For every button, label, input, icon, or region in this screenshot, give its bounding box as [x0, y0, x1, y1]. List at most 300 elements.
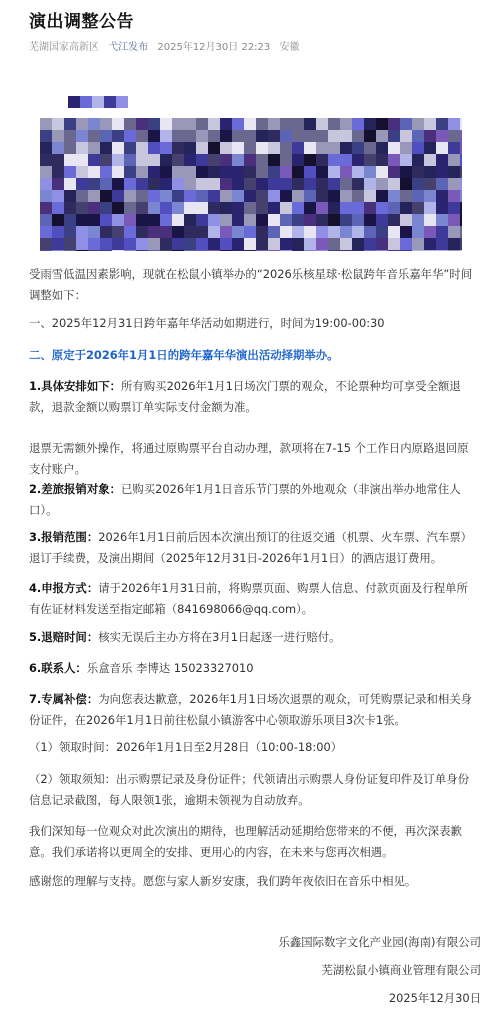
mosaic-tile [160, 190, 172, 202]
mosaic-tile [388, 238, 400, 250]
mosaic-tile [244, 190, 256, 202]
mosaic-tile [88, 130, 100, 142]
mosaic-tile [52, 154, 64, 166]
paragraph-compensation-time [29, 627, 477, 648]
mosaic-tile [172, 250, 184, 251]
mosaic-tile [316, 154, 328, 166]
mosaic-tile [40, 214, 52, 226]
mosaic-tile [136, 250, 148, 251]
mosaic-tile [352, 226, 364, 238]
mosaic-tile [244, 118, 256, 130]
mosaic-tile [436, 238, 448, 250]
mosaic-tile [220, 130, 232, 142]
mosaic-tile [208, 142, 220, 154]
mosaic-tile [376, 202, 388, 214]
mosaic-tile [304, 166, 316, 178]
mosaic-tile [112, 154, 124, 166]
mosaic-tile [304, 190, 316, 202]
mosaic-tile [364, 226, 376, 238]
mosaic-tile [448, 202, 460, 214]
mosaic-tile [232, 142, 244, 154]
mosaic-tile [436, 178, 448, 190]
mosaic-tile [412, 202, 424, 214]
mosaic-tile [160, 202, 172, 214]
contact-text: 乐盒音乐 李博达 15023327010 [86, 661, 254, 675]
mosaic-tile [316, 190, 328, 202]
mosaic-tile [64, 226, 76, 238]
mosaic-tile [124, 118, 136, 130]
mosaic-tile [400, 250, 412, 251]
mosaic-tile [184, 202, 196, 214]
mosaic-tile [280, 142, 292, 154]
mosaic-tile [112, 118, 124, 130]
mosaic-tile [316, 142, 328, 154]
mosaic-tile [280, 118, 292, 130]
mosaic-tile [448, 118, 460, 130]
mosaic-tile [52, 118, 64, 130]
mosaic-tile [220, 166, 232, 178]
mosaic-tile [88, 154, 100, 166]
mosaic-tile [328, 250, 340, 251]
mosaic-tile [376, 130, 388, 142]
mosaic-tile [460, 226, 462, 238]
mosaic-tile [376, 178, 388, 190]
mosaic-tile [88, 142, 100, 154]
mosaic-tile [80, 96, 92, 108]
mosaic-tile [268, 226, 280, 238]
mosaic-tile [376, 250, 388, 251]
mosaic-tile [52, 238, 64, 250]
mosaic-tile [328, 142, 340, 154]
arrangement-label: 1.具体安排如下： [29, 379, 121, 393]
mosaic-tile [364, 202, 376, 214]
mosaic-tile [292, 202, 304, 214]
mosaic-tile [100, 226, 112, 238]
mosaic-tile [136, 190, 148, 202]
mosaic-tile [400, 226, 412, 238]
mosaic-tile [100, 142, 112, 154]
mosaic-tile [232, 238, 244, 250]
mosaic-tile [424, 142, 436, 154]
mosaic-tile [448, 226, 460, 238]
mosaic-tile [340, 166, 352, 178]
mosaic-tile [172, 178, 184, 190]
application-label: 4.申报方式： [29, 581, 99, 595]
mosaic-tile [232, 178, 244, 190]
mosaic-tile [172, 238, 184, 250]
mosaic-tile [292, 250, 304, 251]
special-compensation-text: 为向您表达歉意，2026年1月1日场次退票的观众，可凭购票记录和相关身份证件，在2026年1月1日前往松鼠小镇游客中心领取游乐项目3次卡1张。 [29, 692, 473, 727]
mosaic-tile [244, 130, 256, 142]
mosaic-tile [88, 214, 100, 226]
mosaic-tile [76, 226, 88, 238]
mosaic-tile [136, 178, 148, 190]
mosaic-tile [232, 202, 244, 214]
arrangement-text: 所有购买2026年1月1日场次门票的观众，不论票种均可享受全额退款，退款金额以购票订单实际支付金额为准。 [29, 379, 461, 414]
mosaic-tile [196, 238, 208, 250]
mosaic-tile [412, 226, 424, 238]
mosaic-tile [256, 238, 268, 250]
mosaic-tile [304, 238, 316, 250]
mosaic-tile [328, 190, 340, 202]
mosaic-tile [460, 118, 462, 130]
mosaic-tile [292, 214, 304, 226]
mosaic-tile [328, 154, 340, 166]
mosaic-tile [364, 214, 376, 226]
mosaic-tile [400, 202, 412, 214]
mosaic-tile [328, 226, 340, 238]
mosaic-tile [40, 130, 52, 142]
mosaic-tile [280, 226, 292, 238]
article-title: 演出调整公告 [29, 12, 134, 32]
mosaic-tile [460, 202, 462, 214]
mosaic-tile [52, 142, 64, 154]
mosaic-tile [328, 202, 340, 214]
mosaic-tile [448, 214, 460, 226]
mosaic-tile [64, 250, 76, 251]
mosaic-tile [136, 166, 148, 178]
mosaic-tile [388, 226, 400, 238]
mosaic-tile [388, 190, 400, 202]
mosaic-tile [292, 118, 304, 130]
mosaic-tile [328, 178, 340, 190]
mosaic-tile [112, 166, 124, 178]
mosaic-tile [436, 130, 448, 142]
mosaic-tile [460, 130, 462, 142]
mosaic-tile [124, 202, 136, 214]
mosaic-tile [196, 118, 208, 130]
mosaic-tile [100, 130, 112, 142]
mosaic-tile [172, 190, 184, 202]
pixelated-event-image [40, 118, 462, 251]
mosaic-tile [148, 226, 160, 238]
mosaic-tile [136, 226, 148, 238]
mosaic-tile [52, 226, 64, 238]
mosaic-tile [388, 130, 400, 142]
mosaic-tile [40, 226, 52, 238]
mosaic-tile [400, 190, 412, 202]
mosaic-tile [148, 118, 160, 130]
mosaic-tile [352, 190, 364, 202]
mosaic-tile [256, 214, 268, 226]
mosaic-tile [124, 190, 136, 202]
mosaic-tile [352, 118, 364, 130]
mosaic-tile [160, 238, 172, 250]
signature-date: 2025年12月30日 [388, 991, 481, 1005]
mosaic-tile [460, 178, 462, 190]
mosaic-tile [100, 202, 112, 214]
mosaic-tile [460, 154, 462, 166]
mosaic-tile [256, 142, 268, 154]
paragraph-pickup-notice: （2）领取须知：出示购票记录及身份证件；代领请出示购票人身份证复印件及订单身份信息记录截图，每人限领1张，逾期未领视为自动放弃。 [29, 772, 470, 807]
mosaic-tile [76, 190, 88, 202]
mosaic-tile [148, 214, 160, 226]
mosaic-tile [220, 154, 232, 166]
mosaic-tile [100, 250, 112, 251]
mosaic-tile [328, 130, 340, 142]
signature-org-one: 乐鑫国际数字文化产业园(海南)有限公司 [278, 935, 481, 949]
mosaic-tile [148, 250, 160, 251]
mosaic-tile [352, 166, 364, 178]
mosaic-tile [256, 130, 268, 142]
mosaic-tile [100, 214, 112, 226]
application-text: 请于2026年1月31日前，将购票页面、购票人信息、付款页面及行程单所有佐证材料发送至指定邮箱（841698066@qq.com）。 [29, 581, 468, 616]
mosaic-tile [148, 238, 160, 250]
mosaic-tile [364, 166, 376, 178]
mosaic-tile [52, 178, 64, 190]
paragraph-closing-apology: 我们深知每一位观众对此次演出的期待，也理解活动延期给您带来的不便，再次深表歉意。我们承诺将以更周全的安排、更用心的内容，在未来与您再次相遇。 [29, 824, 462, 859]
mosaic-tile [112, 130, 124, 142]
mosaic-tile [208, 178, 220, 190]
mosaic-tile [268, 214, 280, 226]
mosaic-tile [316, 166, 328, 178]
mosaic-tile [256, 166, 268, 178]
mosaic-tile [244, 226, 256, 238]
mosaic-tile [124, 166, 136, 178]
mosaic-tile [460, 166, 462, 178]
article-meta [29, 38, 305, 53]
mosaic-tile [268, 190, 280, 202]
mosaic-tile [220, 142, 232, 154]
mosaic-tile [40, 202, 52, 214]
mosaic-tile [52, 166, 64, 178]
contact-label: 6.联系人： [29, 661, 87, 675]
mosaic-tile [40, 238, 52, 250]
mosaic-tile [40, 190, 52, 202]
mosaic-tile [160, 118, 172, 130]
mosaic-tile [340, 238, 352, 250]
mosaic-tile [424, 130, 436, 142]
mosaic-tile [400, 214, 412, 226]
mosaic-tile [316, 238, 328, 250]
mosaic-tile [400, 130, 412, 142]
mosaic-tile [448, 250, 460, 251]
mosaic-tile [76, 202, 88, 214]
mosaic-tile [232, 166, 244, 178]
pixelated-image-top-strip [68, 96, 128, 108]
paragraph-arrangement [29, 376, 477, 417]
mosaic-tile [340, 130, 352, 142]
mosaic-tile [184, 190, 196, 202]
mosaic-tile [292, 130, 304, 142]
mosaic-tile [256, 190, 268, 202]
mosaic-tile [280, 178, 292, 190]
paragraph-refund-process: 退票无需额外操作，将通过原购票平台自动办理，款项将在7-15 个工作日内原路退回原支付账户。 [29, 441, 469, 476]
mosaic-tile [460, 142, 462, 154]
mosaic-tile [412, 130, 424, 142]
mosaic-tile [328, 118, 340, 130]
mosaic-tile [280, 154, 292, 166]
mosaic-tile [76, 250, 88, 251]
mosaic-tile [88, 178, 100, 190]
mosaic-tile [388, 214, 400, 226]
mosaic-tile [328, 214, 340, 226]
mosaic-tile [424, 226, 436, 238]
mosaic-tile [232, 154, 244, 166]
mosaic-tile [52, 214, 64, 226]
mosaic-tile [256, 154, 268, 166]
mosaic-tile [388, 166, 400, 178]
paragraph-closing-thanks: 感谢您的理解与支持。愿您与家人新岁安康，我们跨年夜依旧在音乐中相见。 [29, 874, 417, 888]
mosaic-tile [400, 238, 412, 250]
mosaic-tile [388, 142, 400, 154]
mosaic-tile [244, 166, 256, 178]
mosaic-tile [268, 238, 280, 250]
mosaic-tile [316, 202, 328, 214]
mosaic-tile [304, 202, 316, 214]
mosaic-tile [148, 130, 160, 142]
paragraph-reimbursement-scope [29, 527, 477, 568]
mosaic-tile [232, 250, 244, 251]
mosaic-tile [292, 166, 304, 178]
mosaic-tile [292, 190, 304, 202]
mosaic-tile [340, 118, 352, 130]
mosaic-tile [376, 226, 388, 238]
mosaic-tile [460, 190, 462, 202]
mosaic-tile [436, 118, 448, 130]
mosaic-tile [280, 166, 292, 178]
mosaic-tile [400, 118, 412, 130]
mosaic-tile [220, 190, 232, 202]
meta-publisher-link[interactable]: 弋江发布 [108, 42, 149, 53]
mosaic-tile [244, 214, 256, 226]
mosaic-tile [196, 226, 208, 238]
mosaic-tile [412, 190, 424, 202]
mosaic-tile [208, 238, 220, 250]
mosaic-tile [184, 238, 196, 250]
mosaic-tile [316, 226, 328, 238]
mosaic-tile [232, 130, 244, 142]
mosaic-tile [196, 178, 208, 190]
meta-author: 芜湖国家高新区 [29, 42, 99, 53]
mosaic-tile [352, 154, 364, 166]
mosaic-tile [64, 154, 76, 166]
mosaic-tile [124, 250, 136, 251]
mosaic-tile [448, 166, 460, 178]
mosaic-tile [76, 178, 88, 190]
mosaic-tile [328, 166, 340, 178]
mosaic-tile [436, 142, 448, 154]
mosaic-tile [304, 178, 316, 190]
mosaic-tile [316, 250, 328, 251]
mosaic-tile [304, 130, 316, 142]
mosaic-tile [88, 190, 100, 202]
mosaic-tile [256, 250, 268, 251]
mosaic-tile [88, 226, 100, 238]
mosaic-tile [196, 166, 208, 178]
mosaic-tile [340, 226, 352, 238]
mosaic-tile [460, 238, 462, 250]
mosaic-tile [220, 202, 232, 214]
mosaic-tile [184, 130, 196, 142]
mosaic-tile [460, 250, 462, 251]
mosaic-tile [388, 202, 400, 214]
mosaic-tile [76, 166, 88, 178]
mosaic-tile [400, 142, 412, 154]
mosaic-tile [424, 238, 436, 250]
mosaic-tile [280, 202, 292, 214]
mosaic-tile [148, 202, 160, 214]
mosaic-tile [292, 238, 304, 250]
mosaic-tile [280, 130, 292, 142]
mosaic-tile [136, 142, 148, 154]
paragraph-intro: 受雨雪低温因素影响，现就在松鼠小镇举办的“2026乐核星球·松鼠跨年音乐嘉年华”时间调整如下： [29, 267, 473, 302]
mosaic-tile [40, 250, 52, 251]
mosaic-tile [160, 166, 172, 178]
paragraph-application-method [29, 578, 477, 619]
mosaic-tile [376, 154, 388, 166]
meta-datetime: 2025年12月30日 22:23 [157, 42, 271, 53]
mosaic-tile [172, 214, 184, 226]
mosaic-tile [208, 250, 220, 251]
mosaic-tile [124, 226, 136, 238]
mosaic-tile [412, 250, 424, 251]
mosaic-tile [64, 166, 76, 178]
mosaic-tile [280, 238, 292, 250]
mosaic-tile [64, 178, 76, 190]
mosaic-tile [268, 178, 280, 190]
mosaic-tile [112, 226, 124, 238]
mosaic-tile [40, 166, 52, 178]
special-compensation-label: 7.专属补偿： [29, 692, 99, 706]
mosaic-tile [424, 190, 436, 202]
mosaic-tile [124, 238, 136, 250]
mosaic-tile [148, 178, 160, 190]
mosaic-tile [376, 190, 388, 202]
mosaic-tile [184, 142, 196, 154]
mosaic-tile [400, 166, 412, 178]
mosaic-tile [232, 118, 244, 130]
mosaic-tile [184, 250, 196, 251]
mosaic-tile [424, 178, 436, 190]
mosaic-tile [196, 202, 208, 214]
paragraph-item-one: 一、2025年12月31日跨年嘉年华活动如期进行，时间为19:00-00:30 [29, 316, 385, 330]
mosaic-tile [340, 190, 352, 202]
mosaic-tile [376, 142, 388, 154]
mosaic-tile [136, 202, 148, 214]
mosaic-tile [364, 250, 376, 251]
mosaic-tile [124, 214, 136, 226]
mosaic-tile [64, 190, 76, 202]
mosaic-tile [136, 130, 148, 142]
mosaic-tile [376, 166, 388, 178]
mosaic-tile [352, 214, 364, 226]
mosaic-tile [424, 202, 436, 214]
mosaic-tile [244, 250, 256, 251]
meta-region: 安徽 [279, 42, 300, 53]
mosaic-tile [220, 214, 232, 226]
mosaic-tile [208, 202, 220, 214]
mosaic-tile [172, 142, 184, 154]
mosaic-tile [172, 226, 184, 238]
mosaic-tile [400, 178, 412, 190]
mosaic-tile [352, 130, 364, 142]
mosaic-tile [136, 238, 148, 250]
mosaic-tile [136, 214, 148, 226]
mosaic-tile [52, 202, 64, 214]
mosaic-tile [100, 166, 112, 178]
mosaic-tile [448, 142, 460, 154]
mosaic-tile [448, 130, 460, 142]
mosaic-tile [92, 96, 104, 108]
mosaic-tile [100, 118, 112, 130]
mosaic-tile [100, 178, 112, 190]
mosaic-tile [352, 250, 364, 251]
mosaic-tile [136, 154, 148, 166]
mosaic-tile [388, 250, 400, 251]
mosaic-tile [412, 178, 424, 190]
mosaic-tile [172, 202, 184, 214]
